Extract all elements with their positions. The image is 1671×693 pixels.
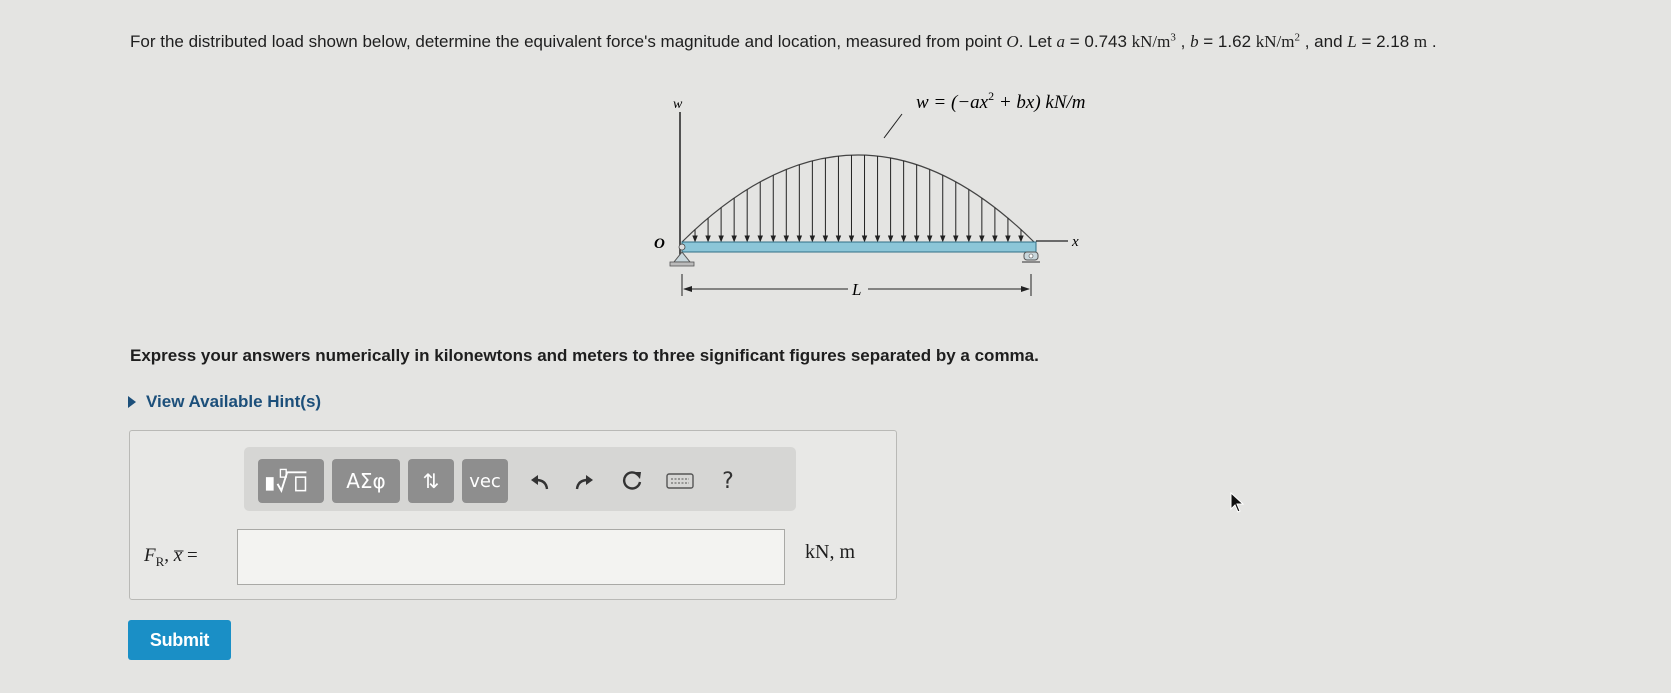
vec-button[interactable]: vec xyxy=(462,459,508,503)
L-unit: m xyxy=(1413,32,1428,51)
load-arrows xyxy=(693,155,1023,241)
problem-and: , and xyxy=(1299,32,1348,51)
b-exponent: 2 xyxy=(1294,31,1300,44)
load-arrowhead xyxy=(876,236,880,241)
template-root-icon xyxy=(264,466,318,496)
beam-diagram xyxy=(640,82,1160,322)
answer-units: kN, m xyxy=(805,541,855,563)
load-arrowhead xyxy=(915,236,919,241)
beam xyxy=(682,242,1036,252)
problem-let: . Let xyxy=(1018,32,1057,51)
L-value: = 2.18 xyxy=(1356,32,1414,51)
load-arrowhead xyxy=(758,236,762,241)
load-arrowhead xyxy=(706,236,710,241)
arrows-button[interactable]: ⇅ xyxy=(408,459,454,503)
load-arrowhead xyxy=(902,236,906,241)
load-arrowhead xyxy=(836,236,840,241)
load-arrowhead xyxy=(967,236,971,241)
load-arrowhead xyxy=(745,236,749,241)
x-axis-label: x xyxy=(1072,234,1079,250)
load-curve xyxy=(682,155,1034,242)
answer-label-eq: = xyxy=(182,545,198,566)
span-dimension xyxy=(682,274,1031,299)
mouse-cursor-icon xyxy=(1230,492,1246,514)
b-symbol: b xyxy=(1190,32,1199,51)
load-arrowhead xyxy=(810,236,814,241)
load-arrowhead xyxy=(797,236,801,241)
w-axis-label: w xyxy=(673,97,683,112)
a-exponent: 3 xyxy=(1170,31,1176,44)
answer-label-sub: R xyxy=(155,553,165,569)
load-arrowhead xyxy=(732,236,736,241)
L-symbol: L xyxy=(1347,32,1357,51)
load-arrowhead xyxy=(784,236,788,241)
load-arrowhead xyxy=(1019,236,1023,241)
math-toolbar xyxy=(244,447,796,511)
view-hints-link[interactable] xyxy=(128,392,321,412)
problem-intro: For the distributed load shown below, determine the equivalent force's magnitude and location, measured from point xyxy=(130,32,1007,51)
load-arrowhead xyxy=(993,236,997,241)
keyboard-icon[interactable] xyxy=(662,463,698,499)
a-symbol: a xyxy=(1056,32,1066,51)
hints-label: View Available Hint(s) xyxy=(146,392,322,411)
reset-icon[interactable] xyxy=(614,463,650,499)
problem-statement: For the distributed load shown below, determine the equivalent force's magnitude and location, measured from point O. Let a = 0.743 $kN/m^3$ , b = 1.62 $kN/m^2$ , and L = 2.18 m . xyxy=(130,31,1437,51)
answer-label-F: F xyxy=(144,545,156,566)
help-icon[interactable]: ? xyxy=(722,468,734,494)
load-arrowhead xyxy=(771,236,775,241)
a-unit: kN/m xyxy=(1131,32,1171,51)
load-arrowhead xyxy=(928,236,932,241)
answer-label-xbar: x̅ xyxy=(173,545,183,566)
problem-end: . xyxy=(1427,32,1437,51)
templates-button[interactable] xyxy=(258,459,324,503)
submit-button[interactable]: Submit xyxy=(128,620,231,660)
load-arrowhead xyxy=(954,236,958,241)
load-arrowhead xyxy=(719,236,723,241)
roller-support xyxy=(1022,252,1040,262)
load-arrowhead xyxy=(823,236,827,241)
b-value: = 1.62 xyxy=(1198,32,1256,51)
undo-icon[interactable] xyxy=(522,463,558,499)
span-label: L xyxy=(852,280,862,299)
load-arrowhead xyxy=(889,236,893,241)
answer-box xyxy=(129,430,897,600)
answer-label-sep: , xyxy=(164,545,174,566)
distributed-load-figure xyxy=(640,82,1160,322)
point-label: O xyxy=(1006,32,1019,51)
origin-label: O xyxy=(654,236,665,252)
load-arrowhead xyxy=(693,236,697,241)
answer-input[interactable] xyxy=(237,529,785,585)
instructions: Express your answers numerically in kilonewtons and meters to three significant figures separated by a comma. xyxy=(130,346,1039,365)
load-arrowhead xyxy=(863,236,867,241)
greek-symbols-button[interactable]: ΑΣφ xyxy=(332,459,400,503)
load-arrowhead xyxy=(941,236,945,241)
b-unit: kN/m xyxy=(1255,32,1295,51)
redo-icon[interactable] xyxy=(566,463,602,499)
a-value: = 0.743 xyxy=(1065,32,1132,51)
load-arrowhead xyxy=(980,236,984,241)
load-arrowhead xyxy=(849,236,853,241)
answer-label xyxy=(144,545,198,570)
load-equation: $w = (-ax^2 + bx)$ kN/m xyxy=(916,89,1086,113)
expand-triangle-icon xyxy=(128,396,136,408)
load-arrowhead xyxy=(1006,236,1010,241)
